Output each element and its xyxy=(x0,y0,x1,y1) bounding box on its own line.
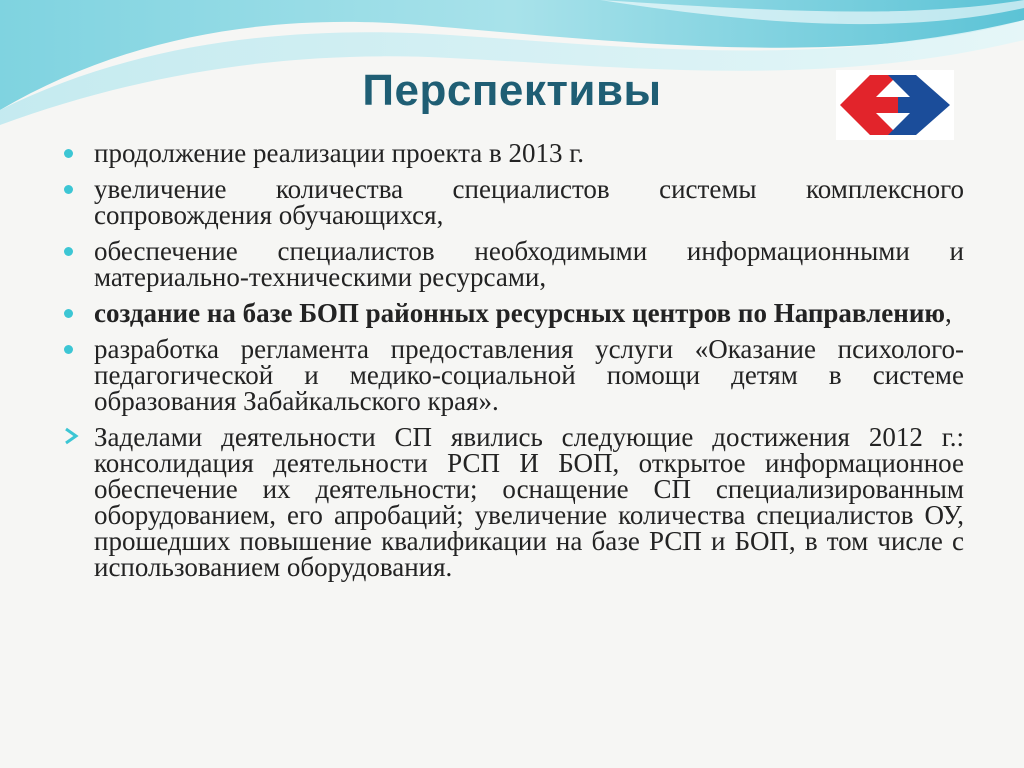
list-item xyxy=(62,140,964,166)
bullet-list xyxy=(62,140,964,590)
list-item xyxy=(62,300,964,326)
list-item xyxy=(62,424,964,580)
list-item xyxy=(62,238,964,290)
bullet-dot-icon xyxy=(64,309,73,318)
list-item-text: Заделами деятельности СП явились следующие достижения 2012 г.: консолидация деятельности РСП И БОП, открытое информационное обеспечение их деятельности; оснащение СП специализированным оборудованием, его апробаций; увеличение количества специалистов ОУ, прошедших повышение квалификации на базе РСП и БОП, в том числе с использованием оборудования. xyxy=(94,422,964,582)
list-item-text: обеспечение специалистов необходимыми информационными и материально-техническими ресурсами, xyxy=(94,236,964,292)
list-item-bold-text: создание на базе БОП районных ресурсных центров по Направлению xyxy=(94,298,946,328)
list-item-text: продолжение реализации проекта в 2013 г. xyxy=(94,138,585,168)
list-item xyxy=(62,176,964,228)
bullet-arrow-icon xyxy=(62,425,82,447)
bullet-dot-icon xyxy=(64,345,73,354)
slide-title: Перспективы xyxy=(362,66,662,115)
list-item-tail: , xyxy=(945,298,952,328)
list-item xyxy=(62,336,964,414)
bullet-dot-icon xyxy=(64,149,73,158)
list-item-text: увеличение количества специалистов системы комплексного сопровождения обучающихся, xyxy=(94,174,964,230)
bullet-dot-icon xyxy=(64,185,73,194)
list-item-text: разработка регламента предоставления услуги «Оказание психолого-педагогической и медико-социальной помощи детям в системе образования Забайкальского края». xyxy=(94,334,964,416)
logo-arrows-icon xyxy=(836,70,954,140)
bullet-dot-icon xyxy=(64,247,73,256)
